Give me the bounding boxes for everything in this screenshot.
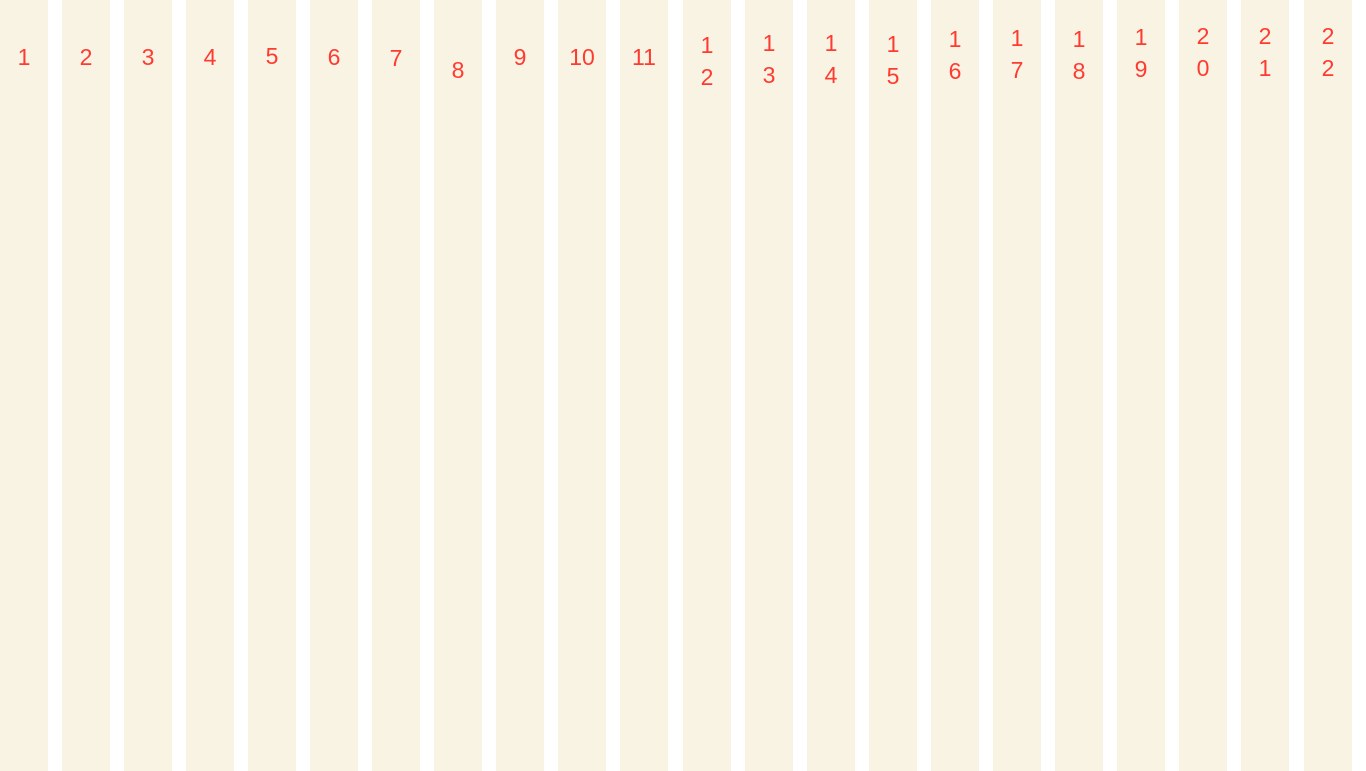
column-number: 1 <box>17 44 31 70</box>
grid-column <box>1055 0 1103 771</box>
column-number: 2 <box>79 44 93 70</box>
column-number: 8 <box>451 57 465 83</box>
column-number: 1 9 <box>1134 24 1148 82</box>
grid-column <box>683 0 731 771</box>
grid-column <box>620 0 668 771</box>
grid-column <box>869 0 917 771</box>
grid-column <box>745 0 793 771</box>
grid-column <box>931 0 979 771</box>
grid-column <box>496 0 544 771</box>
grid-column <box>0 0 48 771</box>
column-number: 5 <box>265 43 279 69</box>
column-number: 11 <box>632 44 656 70</box>
column-number: 4 <box>203 44 217 70</box>
column-number: 10 <box>569 44 595 70</box>
grid-column <box>434 0 482 771</box>
grid-column <box>186 0 234 771</box>
column-number: 2 2 <box>1321 23 1335 81</box>
grid-column <box>558 0 606 771</box>
column-number: 9 <box>513 44 527 70</box>
column-number: 1 3 <box>762 30 776 88</box>
grid-column <box>248 0 296 771</box>
column-number: 1 5 <box>886 31 900 89</box>
grid-column <box>1117 0 1165 771</box>
grid-column <box>1241 0 1289 771</box>
grid-column <box>372 0 420 771</box>
column-number: 1 2 <box>700 32 714 90</box>
grid-column <box>807 0 855 771</box>
column-number: 1 6 <box>948 26 962 84</box>
column-number: 6 <box>327 44 341 70</box>
grid-column <box>310 0 358 771</box>
grid-column <box>62 0 110 771</box>
grid-column <box>1179 0 1227 771</box>
column-number: 1 4 <box>824 30 838 88</box>
grid-column <box>124 0 172 771</box>
column-number: 2 0 <box>1196 23 1210 81</box>
column-number: 3 <box>141 44 155 70</box>
grid-column <box>1304 0 1352 771</box>
grid-column <box>993 0 1041 771</box>
column-number: 2 1 <box>1258 23 1272 81</box>
column-number: 1 7 <box>1010 25 1024 83</box>
column-number: 1 8 <box>1072 26 1086 84</box>
column-number: 7 <box>389 45 403 71</box>
